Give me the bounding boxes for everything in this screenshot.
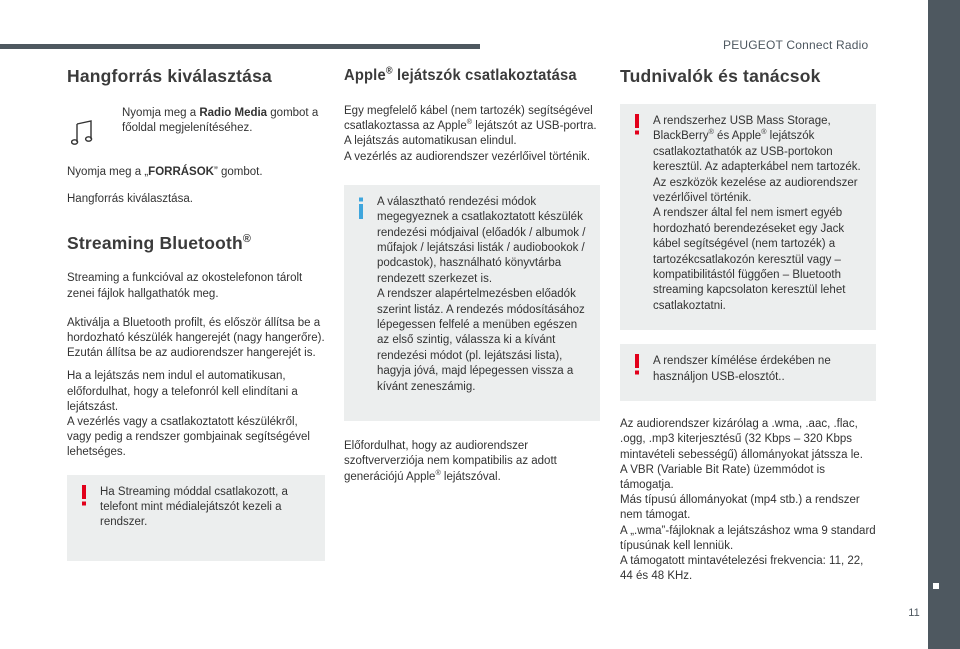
warning-box-streaming [67, 475, 325, 561]
heading-source-selection: Hangforrás kiválasztása [67, 66, 272, 86]
sources-text: Nyomja meg a „FORRÁSOK” gombot. [67, 166, 263, 178]
apple-compat-text: Előfordulhat, hogy az audiorendszer szoftververziója nem kompatibilis az adott generációjú Apple® lejátszóval. [344, 440, 557, 483]
column-apple [344, 64, 600, 485]
column-tips [620, 64, 876, 584]
warning-text-hub: A rendszer kímélése érdekében ne használjon USB-elosztót.. [653, 355, 831, 383]
radio-media-text: Nyomja meg a Radio Media gombot a főoldal megjelenítéséhez. [122, 107, 319, 135]
header-title: PEUGEOT Connect Radio [723, 38, 869, 52]
info-icon [356, 197, 366, 219]
warning-text-usb: A rendszerhez USB Mass Storage, BlackBerry® és Apple® lejátszók csatlakoztathatók az USB-portokon keresztül. Az adapterkábel nem tartozék. Az eszközök kezelése az audiorendszer vezérlőivel történik. A rendszer által fel nem ismert egyéb hordozható berendezéseket egy Jack kábel segítségével (nem tartozék) a tartozékcsatlakozón keresztül vagy – kompatibilitástól függően – Bluetooth streaming kapcsolaton keresztül lehet csatlakoztatni. [653, 115, 861, 312]
heading-apple: Apple® lejátszók csatlakoztatása [344, 65, 577, 84]
bt-activate-text: Aktiválja a Bluetooth profilt, és először állítsa be a hordozható készülék hangerejét (nagy hangerőre). Ezután állítsa be az audiorendszer hangerejét is. [67, 316, 325, 360]
info-box-sorting [344, 185, 600, 421]
select-source-text: Hangforrás kiválasztása. [67, 193, 193, 206]
heading-streaming-bluetooth: Streaming Bluetooth® [67, 233, 252, 254]
warning-icon [632, 113, 642, 135]
page-marker [933, 583, 939, 589]
format-text: Az audiorendszer kizárólag a .wma, .aac, .flac, .ogg, .mp3 kiterjesztésű (32 Kbps – 320 Kbps mintavételi sebességű) állományokat játssza le. A VBR (Variable Bit Rate) üzemmódot is támogatja. Más típusú állományokat (mp4 stb.) a rendszer nem támogat. A „.wma”-fájloknak a lejátszáshoz wma 9 standard típusúnak kell lenniük. A támogatott mintavételezési frekvencia: 11, 22, 44 és 48 KHz. [620, 418, 876, 583]
warning-icon [79, 484, 89, 506]
warning-box-usb [620, 104, 876, 330]
header-bar [0, 44, 480, 49]
bt-playback-text: Ha a lejátszás nem indul el automatikusan, előfordulhat, hogy a telefonról kell elindítani a lejátszást. A vezérlés vagy a csatlakoztatott készülékről, vagy pedig a rendszer gombjainak segítségével lehetséges. [67, 370, 310, 459]
column-source-selection [67, 64, 325, 561]
warning-icon [632, 353, 642, 375]
heading-tips: Tudnivalók és tanácsok [620, 66, 821, 86]
warning-box-hub [620, 344, 876, 401]
bt-intro-text: Streaming a funkcióval az okostelefonon tárolt zenei fájlok hallgathatók meg. [67, 272, 303, 300]
page-number: 11 [908, 607, 920, 619]
radio-media-row [67, 106, 325, 151]
music-note-icon [67, 106, 122, 151]
warning-text-streaming: Ha Streaming móddal csatlakozott, a telefont mint médialejátszót kezeli a rendszer. [100, 485, 288, 529]
apple-connect-text: Egy megfelelő kábel (nem tartozék) segítségével csatlakoztassa az Apple® lejátszót az USB-portra. A lejátszás automatikusan elindul. A vezérlés az audiorendszer vezérlőivel történik. [344, 105, 597, 163]
page-edge-strip [928, 0, 960, 649]
info-text-sorting: A választható rendezési módok megegyeznek a csatlakoztatott készülék rendezési módjaival (előadók / albumok / műfajok / lejátszási listák / audiobookok / podcastok), használható könyvtárba rendezett szerkezet is. A rendszer alapértelmezésben előadók szerint listáz. A rendezés módosításához lépegessen felfelé a menüben egészen az első szintig, válassza ki a kívánt rendezési módot (pl. lejátszási lista), hagyja jóvá, majd lépegessen vissza a kívánt zeneszámig. [377, 195, 586, 393]
